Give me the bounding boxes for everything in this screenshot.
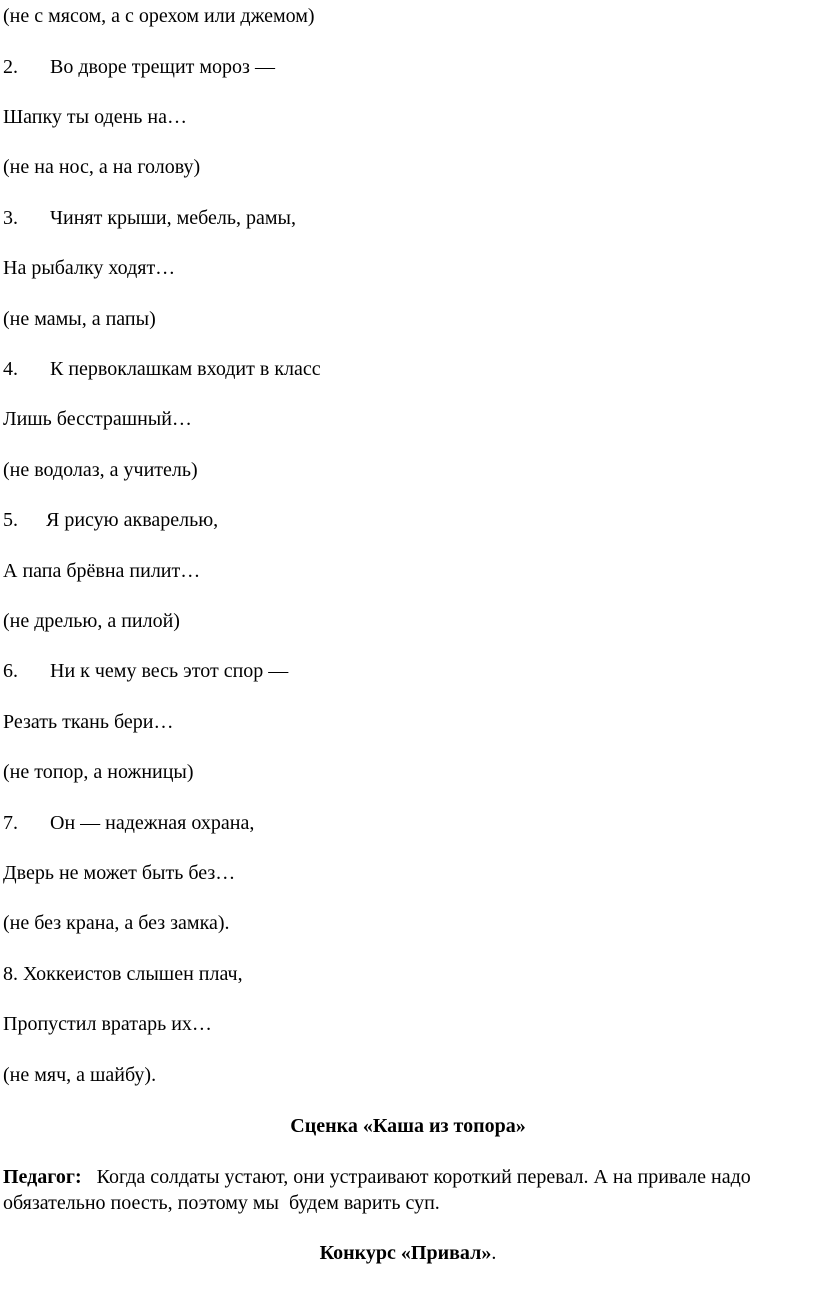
riddle-line: Резать ткань бери… [3,711,174,733]
contest-heading: Конкурс «Привал». [319,1242,497,1264]
riddle-answer: (не мамы, а папы) [3,308,156,330]
riddle-answer: (не на нос, а на голову) [3,156,201,178]
riddle-line: 3. Чинят крыши, мебель, рамы, [3,207,296,229]
riddle-line: 8. Хоккеистов слышен плач, [3,963,243,985]
riddle-answer: (не без крана, а без замка). [3,912,230,934]
riddle-number: 3. [3,207,18,229]
teacher-paragraph [3,1164,809,1216]
riddle-line: 2. Во дворе трещит мороз — [3,56,275,78]
teacher-text: Когда солдаты устают, они устраивают короткий перевал. А на привале надо обязательно поесть, поэтому мы будем варить суп. [3,1166,756,1214]
riddle-number: 7. [3,812,18,834]
scene-heading: Сценка «Каша из топора» [290,1115,526,1137]
riddle-line: 7. Он — надежная охрана, [3,812,255,834]
riddle-answer: (не топор, а ножницы) [3,761,194,783]
riddle-number: 6. [3,660,18,682]
riddle-line: 6. Ни к чему весь этот спор — [3,660,289,682]
riddle-number: 5. [3,509,18,531]
teacher-label: Педагог: [3,1166,82,1188]
riddle-answer: (не водолаз, а учитель) [3,459,198,481]
riddle-line: 5. Я рисую акварелью, [3,509,219,531]
riddle-line: Пропустил вратарь их… [3,1013,212,1035]
riddle-answer: (не дрелью, а пилой) [3,610,180,632]
riddle-line: Шапку ты одень на… [3,106,187,128]
riddle-line: (не с мясом, а с орехом или джемом) [3,5,315,27]
riddle-line: 4. К первоклашкам входит в класс [3,358,321,380]
riddle-line: Лишь бесстрашный… [3,408,192,430]
riddle-number: 4. [3,358,18,380]
riddle-line: На рыбалку ходят… [3,257,176,279]
riddle-line: А папа брёвна пилит… [3,560,201,582]
riddle-line: Дверь не может быть без… [3,862,236,884]
riddle-answer: (не мяч, а шайбу). [3,1064,157,1086]
riddle-number: 2. [3,56,18,78]
